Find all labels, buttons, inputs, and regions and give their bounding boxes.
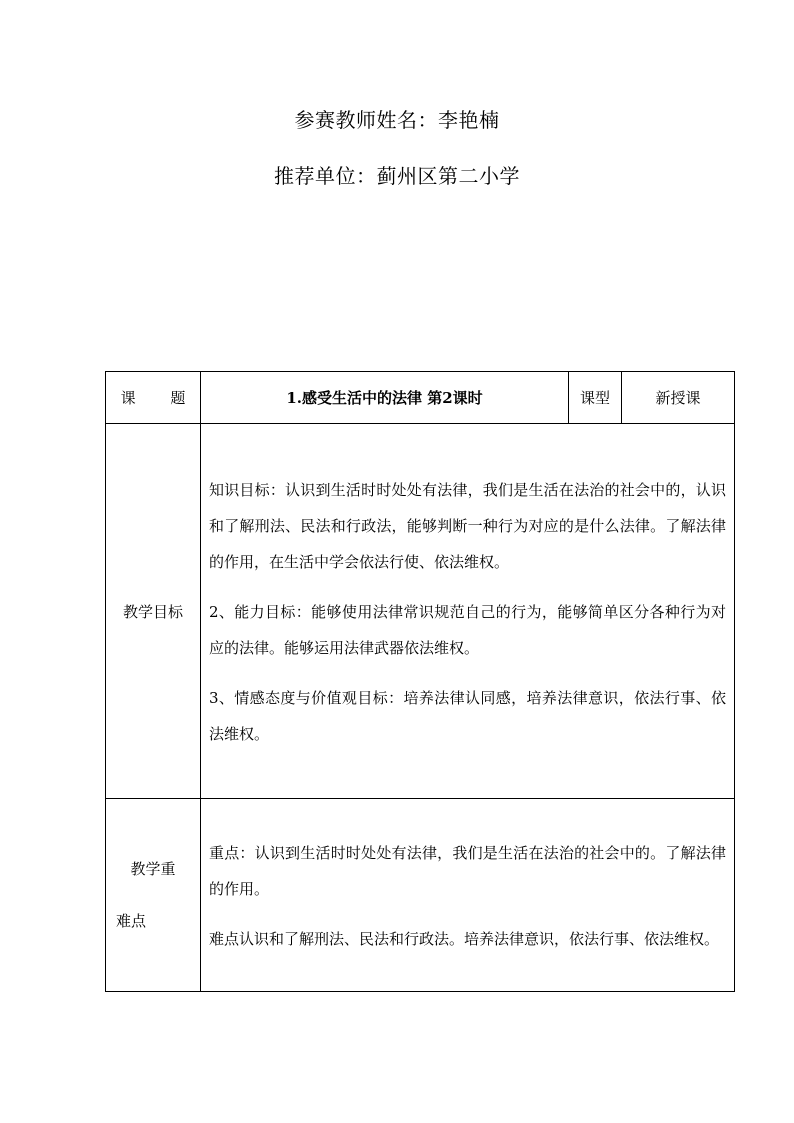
lesson-type-label: 课型	[579, 389, 610, 407]
goals-label-cell	[106, 424, 201, 799]
key-point: 重点：认识到生活时时处处有法律，我们是生活在法治的社会中的。了解法律的作用。	[209, 844, 726, 898]
goals-row	[106, 424, 735, 799]
goals-label: 教学目标	[122, 602, 183, 621]
lesson-type-value: 新授课	[655, 389, 701, 407]
keypoints-label-line2: 难点	[116, 912, 147, 930]
lesson-plan-table	[105, 371, 735, 992]
keypoints-label-line1: 教学重	[130, 860, 176, 878]
recommending-unit-line: 推荐单位：蓟州区第二小学	[274, 164, 520, 188]
goals-content-cell	[201, 424, 735, 799]
type-label-cell	[569, 372, 622, 424]
difficult-point: 难点认识和了解刑法、民法和行政法。培养法律意识，依法行事、依法维权。	[209, 930, 720, 948]
knowledge-goal: 知识目标：认识到生活时时处处有法律，我们是生活在法治的社会中的，认识和了解刑法、民法和行政法，能够判断一种行为对应的是什么法律。了解法律的作用，在生活中学会依法行使、依法维权。	[209, 481, 726, 571]
keypoints-content-cell	[201, 799, 735, 992]
keypoints-label-cell	[106, 799, 201, 992]
topic-label: 课 题	[120, 389, 186, 407]
ability-goal: 2、能力目标：能够使用法律常识规范自己的行为，能够简单区分各种行为对应的法律。能够运用法律武器依法维权。	[209, 603, 726, 657]
attitude-goal: 3、情感态度与价值观目标：培养法律认同感，培养法律意识，依法行事、依法维权。	[209, 689, 726, 743]
keypoints-row	[106, 799, 735, 992]
type-value-cell	[622, 372, 735, 424]
topic-label-cell	[106, 372, 201, 424]
teacher-name-line: 参赛教师姓名：李艳楠	[294, 108, 500, 132]
topic-row	[106, 372, 735, 424]
lesson-title: 1.感受生活中的法律 第2课时	[286, 389, 483, 407]
topic-value-cell	[201, 372, 569, 424]
